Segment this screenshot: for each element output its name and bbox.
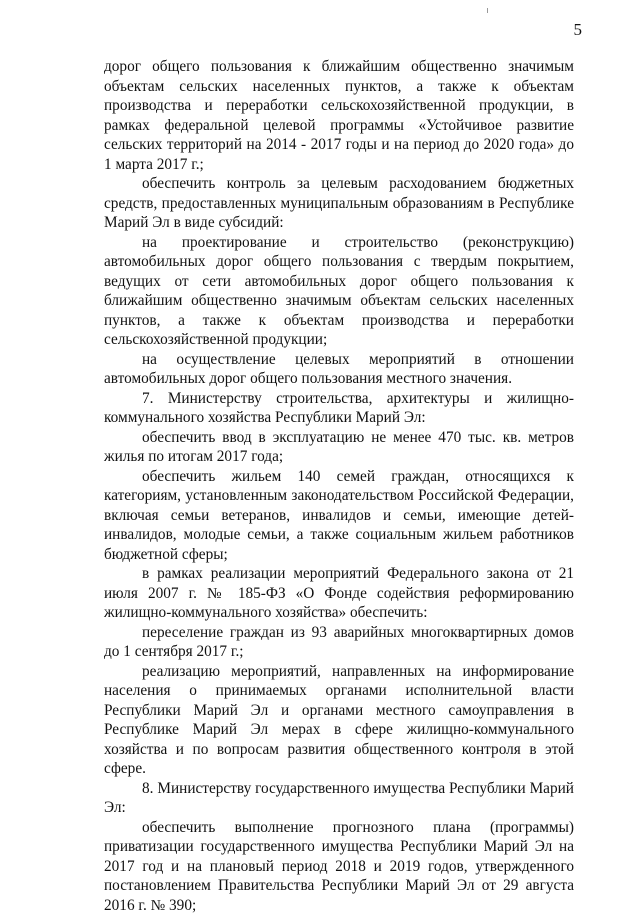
document-body	[104, 57, 574, 915]
paragraph: переселение граждан из 93 аварийных многоквартирных домов до 1 сентября 2017 г.;	[104, 623, 574, 662]
paragraph: реализацию мероприятий, направленных на информирование населения о принимаемых органами исполнительной власти Республики Марий Эл и органами местного самоуправления в Республике Марий Эл мерах в сфере жилищно-коммунального хозяйства и по вопросам развития общественного контроля в этой сфере.	[104, 662, 574, 779]
paragraph-item-7: 7. Министерству строительства, архитектуры и жилищно-коммунального хозяйства Республики Марий Эл:	[104, 389, 574, 428]
paragraph: обеспечить выполнение прогнозного плана (программы) приватизации государственного имущества Республики Марий Эл на 2017 год и на плановый период 2018 и 2019 годов, утвержденного постановлением Правительства Республики Марий Эл от 29 августа 2016 г. № 390;	[104, 818, 574, 915]
paragraph-continuation: дорог общего пользования к ближайшим общественно значимым объектам сельских населенных пунктов, а также к объектам производства и переработки сельскохозяйственной продукции, в рамках федеральной целевой программы «Устойчивое развитие сельских территорий на 2014 - 2017 годы и на период до 2020 года» до 1 марта 2017 г.;	[104, 57, 574, 174]
page-number: 5	[562, 20, 582, 40]
paragraph: обеспечить ввод в эксплуатацию не менее 470 тыс. кв. метров жилья по итогам 2017 года;	[104, 428, 574, 467]
paragraph: на осуществление целевых мероприятий в отношении автомобильных дорог общего пользования местного значения.	[104, 350, 574, 389]
scan-mark	[487, 8, 488, 13]
paragraph: в рамках реализации мероприятий Федерального закона от 21 июля 2007 г. № 185-ФЗ «О Фонде содействия реформированию жилищно-коммунального хозяйства» обеспечить:	[104, 564, 574, 623]
paragraph: обеспечить жильем 140 семей граждан, относящихся к категориям, установленным законодательством Российской Федерации, включая семьи ветеранов, инвалидов и семьи, имеющие детей-инвалидов, молодые семьи, а также социальным жильем работников бюджетной сферы;	[104, 467, 574, 565]
paragraph: обеспечить контроль за целевым расходованием бюджетных средств, предоставленных муниципальным образованиям в Республике Марий Эл в виде субсидий:	[104, 174, 574, 233]
paragraph: на проектирование и строительство (реконструкцию) автомобильных дорог общего пользования с твердым покрытием, ведущих от сети автомобильных дорог общего пользования к ближайшим общественно значимым объектам сельских населенных пунктов, а также к объектам производства и переработки сельскохозяйственной продукции;	[104, 233, 574, 350]
paragraph-item-8: 8. Министерству государственного имущества Республики Марий Эл:	[104, 779, 574, 818]
